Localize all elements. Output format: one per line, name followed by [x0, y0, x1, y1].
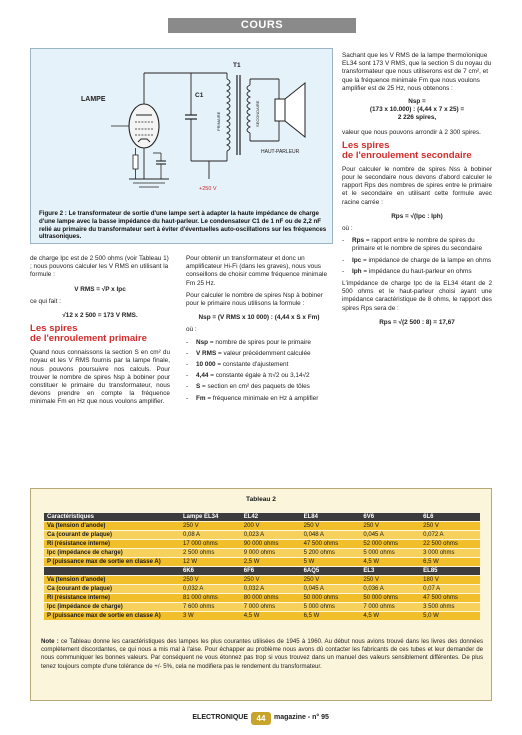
- heading-line: de l'enroulement primaire: [30, 333, 147, 345]
- table-cell: 22 500 ohms: [420, 540, 480, 549]
- definition-term: Ipc: [352, 256, 362, 264]
- formula-nsp-result: [342, 98, 492, 123]
- table-cell: 250 V: [420, 522, 480, 531]
- definition-item: - Iph = impédance du haut-parleur en ohms: [342, 267, 472, 275]
- header-cell: EL42: [241, 513, 301, 522]
- definition-desc: = constante d'ajustement: [215, 361, 289, 369]
- table-row: [44, 594, 480, 603]
- col1-intro: de charge Ipc est de 2 500 ohms (voir Tableau 1) ; nous pouvons calculer les V RMS en utilisant la formule :: [30, 255, 169, 279]
- definition-term: 10 000: [196, 361, 216, 369]
- table-cell: 90 000 ohms: [241, 540, 301, 549]
- table-cell: 0,07 A: [420, 585, 480, 594]
- formula-nsp: Nsp = (V RMS x 10 000) : (4,44 x S x Fm): [198, 314, 320, 322]
- header-cell: 6L6: [420, 513, 480, 522]
- definition-desc: = rapport entre le nombre de spires du primaire et le nombre de spires du secondaire: [352, 237, 483, 253]
- note-label: Note :: [41, 638, 59, 645]
- definition-item: - 4,44 = constante égale à π√2 ou 3,14√2: [186, 372, 310, 380]
- table-cell: 7 000 ohms: [241, 603, 301, 612]
- definition-item: - V RMS = valeur précédemment calculée: [186, 349, 311, 357]
- table-cell: 5 000 ohms: [301, 603, 361, 612]
- footer-magazine-name: ELECTRONIQUE: [192, 714, 248, 721]
- table-row: [44, 522, 480, 531]
- table-cell: Va (tension d'anode): [44, 576, 180, 585]
- table-cell: 4,5 W: [360, 558, 420, 567]
- definition-term: Rps: [352, 237, 365, 245]
- table-cell: 3 000 ohms: [420, 549, 480, 558]
- table-cell: 17 000 ohms: [180, 540, 241, 549]
- table-cell: 5 W: [301, 558, 361, 567]
- definition-desc: = valeur précédemment calculée: [216, 349, 311, 357]
- heading-line: Les spires: [342, 139, 390, 151]
- table-cell: 0,032 A: [241, 585, 301, 594]
- definition-term: V RMS: [196, 349, 217, 357]
- definition-item: - Fm = fréquence minimale en Hz à amplifier: [186, 394, 319, 402]
- header-cell: [44, 567, 180, 576]
- table-cell: 5 000 ohms: [360, 549, 420, 558]
- header-cell: Caractéristiques: [44, 513, 180, 522]
- table-cell: 5,0 W: [420, 612, 480, 621]
- table-cell: Ipc (impédance de charge): [44, 549, 180, 558]
- table-cell: Ri (résistance interne): [44, 594, 180, 603]
- table-cell: 52 000 ohms: [360, 540, 420, 549]
- table-cell: 81 000 ohms: [180, 594, 241, 603]
- column-3: [342, 52, 492, 331]
- col3-ou: où :: [342, 225, 353, 233]
- table-cell: 6,5 W: [301, 612, 361, 621]
- table-cell: 180 V: [420, 576, 480, 585]
- table-row: [44, 576, 480, 585]
- definition-desc: = impédance du haut-parleur en ohms: [361, 267, 472, 275]
- table-cell: P (puissance max de sortie en classe A): [44, 558, 180, 567]
- col3-paragraph-1: Sachant que les V RMS de la lampe thermoïonique EL34 sont 173 V RMS, que la section S du noyau du transformateur que nous utiliserons est de 7 cm², et que la fréquence minimale Fm que nous voulons amplifier est de 25 Hz, nous obtenons :: [342, 52, 492, 92]
- table-cell: 47 500 ohms: [301, 540, 361, 549]
- definition-desc: = impédance de charge de la lampe en ohms: [361, 256, 492, 264]
- page-number: 44: [251, 712, 271, 725]
- table-row: [44, 585, 480, 594]
- definition-item: - Rps = rapport entre le nombre de spires du primaire et le nombre de spires du secondaire: [342, 237, 483, 253]
- table-note: [41, 638, 483, 671]
- table-cell: 250 V: [180, 576, 241, 585]
- header-cell: EL85: [420, 567, 480, 576]
- col3-paragraph-2: valeur que nous pouvons arrondir à 2 300 spires.: [342, 128, 481, 136]
- col3-paragraph-3: Pour calculer le nombre de spires Nss à bobiner pour le secondaire nous devons d'abord calculer le rapport Rps des nombres de spires entre le primaire et le secondaire en utilisant cette formule avec racine carrée :: [342, 165, 492, 206]
- table-cell: 4,5 W: [241, 612, 301, 621]
- heading-secondary-winding: [342, 141, 492, 161]
- definition-desc: = section en cm² des paquets de tôles: [200, 383, 310, 391]
- page-footer: [0, 712, 522, 726]
- definition-term: S: [196, 383, 201, 391]
- table-cell: 0,045 A: [301, 585, 361, 594]
- definition-desc: = fréquence minimale en Hz à amplifier: [205, 394, 319, 402]
- table-cell: 0,072 A: [420, 531, 480, 540]
- table-2-box: [30, 488, 492, 701]
- table-title: Tableau 2: [246, 496, 276, 503]
- label-haut-parleur: HAUT-PARLEUR: [261, 149, 300, 155]
- label-lampe: LAMPE: [81, 96, 106, 103]
- definition-term: Nsp: [196, 338, 209, 346]
- table-cell: 50 000 ohms: [360, 594, 420, 603]
- table-cell: 12 W: [180, 558, 241, 567]
- heading-line: Les spires: [30, 323, 78, 335]
- header-cell: 6K6: [180, 567, 241, 576]
- table-cell: Ca (courant de plaque): [44, 585, 180, 594]
- header-cell: 6AQ5: [301, 567, 361, 576]
- formula-vrms-result: √12 x 2 500 = 173 V RMS.: [62, 312, 138, 320]
- heading-primary-winding: [30, 324, 170, 344]
- col2-ou: où :: [186, 326, 197, 334]
- heading-line: de l'enroulement secondaire: [342, 149, 472, 161]
- figure-2: [30, 48, 333, 244]
- table-cell: 5 200 ohms: [301, 549, 361, 558]
- table-cell: 250 V: [241, 576, 301, 585]
- formula-line: Nsp =: [408, 98, 426, 106]
- table-cell: 7 600 ohms: [180, 603, 241, 612]
- table-cell: 0,048 A: [301, 531, 361, 540]
- definition-desc: = constante égale à π√2 ou 3,14√2: [208, 372, 310, 380]
- table-cell: 80 000 ohms: [241, 594, 301, 603]
- figure-caption: Figure 2 : Le transformateur de sortie d'une lampe sert à adapter la haute impédance de charge d'une lampe avec la basse impédance du haut-parleur. Le condensateur C1 de 1 nF ou de 2,2 nF relié au primaire du transformateur sert à éviter d'éventuelles auto-oscillations sur les fréquences ultrasoniques.: [39, 210, 327, 241]
- column-2: [186, 255, 332, 406]
- table-cell: Ri (résistance interne): [44, 540, 180, 549]
- definition-item: - Ipc = impédance de charge de la lampe en ohms: [342, 256, 492, 264]
- definition-term: Iph: [352, 267, 362, 275]
- table-cell: P (puissance max de sortie en classe A): [44, 612, 180, 621]
- table-row: [44, 612, 480, 621]
- header-cell: 6V6: [360, 513, 420, 522]
- col2-paragraph-1: Pour obtenir un transformateur et donc un amplificateur Hi-Fi (dans les graves), nous vous conseillons de choisir comme fréquence minimale Fm 25 Hz.: [186, 255, 328, 287]
- table-cell: Va (tension d'anode): [44, 522, 180, 531]
- table-row: [44, 558, 480, 567]
- table-row: [44, 531, 480, 540]
- table-cell: 200 V: [241, 522, 301, 531]
- header-cell: EL3: [360, 567, 420, 576]
- table-cell: 0,023 A: [241, 531, 301, 540]
- formula-line: 2 226 spires,: [397, 114, 437, 122]
- header-cell: Lampe EL34: [180, 513, 241, 522]
- table-cell: 2 500 ohms: [180, 549, 241, 558]
- label-t1: T1: [233, 62, 241, 69]
- table-row: [44, 549, 480, 558]
- table-cell: 250 V: [180, 522, 241, 531]
- header-cell: EL84: [301, 513, 361, 522]
- table-cell: 250 V: [301, 576, 361, 585]
- table-cell: 250 V: [360, 522, 420, 531]
- table-header-row: [44, 513, 480, 522]
- table-cell: 3 500 ohms: [420, 603, 480, 612]
- formula-rps-result: Rps = √(2 500 : 8) = 17,67: [379, 318, 455, 326]
- definition-desc: = nombre de spires pour le primaire: [208, 338, 311, 346]
- note-text: ce Tableau donne les caractéristiques des lampes les plus courantes utilisées de 1945 à 1960. Au début nous avions trouvé dans les livres des données complètement discordantes, ce qui nous a mis mal à l'aise. Pour échapper au problème nous avons dû contacter les fabricants de ces tubes et leur demander de nous communiquer les bonnes valeurs. Par conséquent ne vous étonnez pas trop si vous trouvez dans un manuel des valeurs sensiblement différentes. De plus tenez toujours compte d'une tolérance de +/- 5%, cela ne modifiera pas le rendement du transformateur.: [41, 638, 483, 670]
- formula-vrms: V RMS = √P x Ipc: [74, 285, 126, 293]
- table-cell: 7 000 ohms: [360, 603, 420, 612]
- table-cell: 4,5 W: [360, 612, 420, 621]
- header-cell: 6F6: [241, 567, 301, 576]
- table-cell: 250 V: [301, 522, 361, 531]
- label-primaire: PRIMAIRE: [216, 111, 221, 131]
- column-1: [30, 255, 170, 411]
- circuit-diagram: [31, 49, 334, 199]
- section-banner: COURS: [168, 18, 356, 33]
- label-c1: C1: [195, 92, 204, 99]
- table-cell: 0,08 A: [180, 531, 241, 540]
- table-cell: 9 000 ohms: [241, 549, 301, 558]
- tube-characteristics-table: [44, 513, 480, 621]
- table-cell: 47 500 ohms: [420, 594, 480, 603]
- definition-item: - Nsp = nombre de spires pour le primaire: [186, 338, 311, 346]
- label-hv: +250 V: [199, 186, 217, 192]
- table-cell: 2,5 W: [241, 558, 301, 567]
- table-cell: 0,032 A: [180, 585, 241, 594]
- formula-rps: Rps = √(Ipc : Iph): [391, 212, 443, 220]
- definition-term: Fm: [196, 394, 206, 402]
- definition-item: - S = section en cm² des paquets de tôles: [186, 383, 310, 391]
- table-row: [44, 603, 480, 612]
- table-cell: 0,045 A: [360, 531, 420, 540]
- col3-paragraph-4: L'impédance de charge Ipc de la EL34 étant de 2 500 ohms et le haut-parleur choisi ayant une impédance caractéristique de 8 ohms, le rapport des spires Rps sera de :: [342, 280, 492, 312]
- definition-term: 4,44: [196, 372, 209, 380]
- col2-paragraph-2: Pour calculer le nombre de spires Nsp à bobiner pour le primaire nous utilisons la formule :: [186, 291, 323, 308]
- table-cell: 6,5 W: [420, 558, 480, 567]
- table-cell: 250 V: [360, 576, 420, 585]
- col1-intro2: ce qui fait :: [30, 297, 61, 305]
- table-cell: Ca (courant de plaque): [44, 531, 180, 540]
- table-cell: Ipc (impédance de charge): [44, 603, 180, 612]
- label-secondaire: SECONDAIRE: [255, 100, 260, 127]
- table-cell: 0,036 A: [360, 585, 420, 594]
- formula-line: (173 x 10.000) : (4,44 x 7 x 25) =: [369, 106, 465, 114]
- table-cell: 3 W: [180, 612, 241, 621]
- footer-issue: magazine - n° 95: [274, 714, 329, 721]
- table-row: [44, 540, 480, 549]
- table-header-row: [44, 567, 480, 576]
- col1-paragraph: Quand nous connaissons la section S en cm² du noyau et les V RMS fournis par la lampe finale, nous pouvons poursuivre nos calculs. Pour trouver le nombre de spires Nsp à bobiner pour constituer le primaire du transformateur, nous devons prendre en compte la fréquence minimale Fm en Hz que nous voulons amplifier.: [30, 349, 170, 406]
- definition-item: - 10 000 = constante d'ajustement: [186, 361, 289, 369]
- table-cell: 50 000 ohms: [301, 594, 361, 603]
